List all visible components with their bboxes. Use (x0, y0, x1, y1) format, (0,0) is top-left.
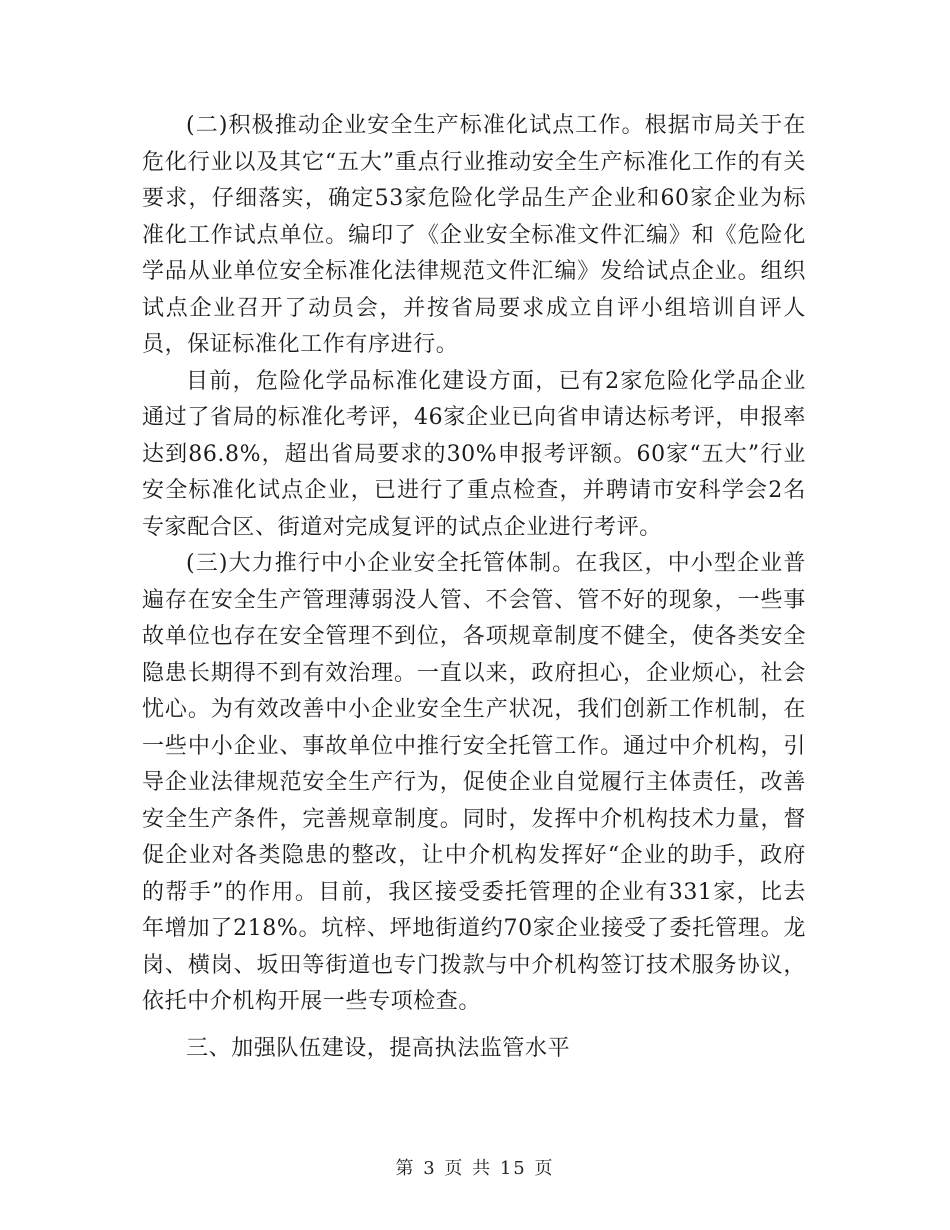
document-body (142, 108, 806, 1067)
paragraph-current-progress: 目前，危险化学品标准化建设方面，已有2家危险化学品企业通过了省局的标准化考评，46家企业已向省申请达标考评，申报率达到86.8%，超出省局要求的30%申报考评额。60家“五大”行业安全标准化试点企业，已进行了重点检查，并聘请市安科学会2名专家配合区、街道对完成复评的试点企业进行考评。 (142, 368, 806, 540)
paragraph-standardization-pilot: (二)积极推动企业安全生产标准化试点工作。根据市局关于在危化行业以及其它“五大”重点行业推动安全生产标准化工作的有关要求，仔细落实，确定53家危险化学品生产企业和60家企业为标准化工作试点单位。编印了《企业安全标准文件汇编》和《危险化学品从业单位安全标准化法律规范文件汇编》发给试点企业。组织试点企业召开了动员会，并按省局要求成立自评小组培训自评人员，保证标准化工作有序进行。 (142, 113, 806, 357)
page-number-footer: 第 3 页 共 15 页 (395, 1158, 555, 1179)
paragraph-safety-trusteeship: (三)大力推行中小企业安全托管体制。在我区，中小型企业普遍存在安全生产管理薄弱没人管、不会管、管不好的现象，一些事故单位也存在安全管理不到位，各项规章制度不健全，使各类安全隐患长期得不到有效治理。一直以来，政府担心，企业烦心，社会忧心。为有效改善中小企业安全生产状况，我们创新工作机制，在一些中小企业、事故单位中推行安全托管工作。通过中介机构，引导企业法律规范安全生产行为，促使企业自觉履行主体责任，改善安全生产条件，完善规章制度。同时，发挥中介机构技术力量，督促企业对各类隐患的整改，让中介机构发挥好“企业的助手，政府的帮手”的作用。目前，我区接受委托管理的企业有331家，比去年增加了218%。坑梓、坪地街道约70家企业接受了委托管理。龙岗、横岗、坂田等街道也专门拨款与中介机构签订技术服务协议，依托中介机构开展一些专项检查。 (142, 551, 806, 1014)
section-heading: 三、加强队伍建设，提高执法监管水平 (186, 1035, 571, 1061)
